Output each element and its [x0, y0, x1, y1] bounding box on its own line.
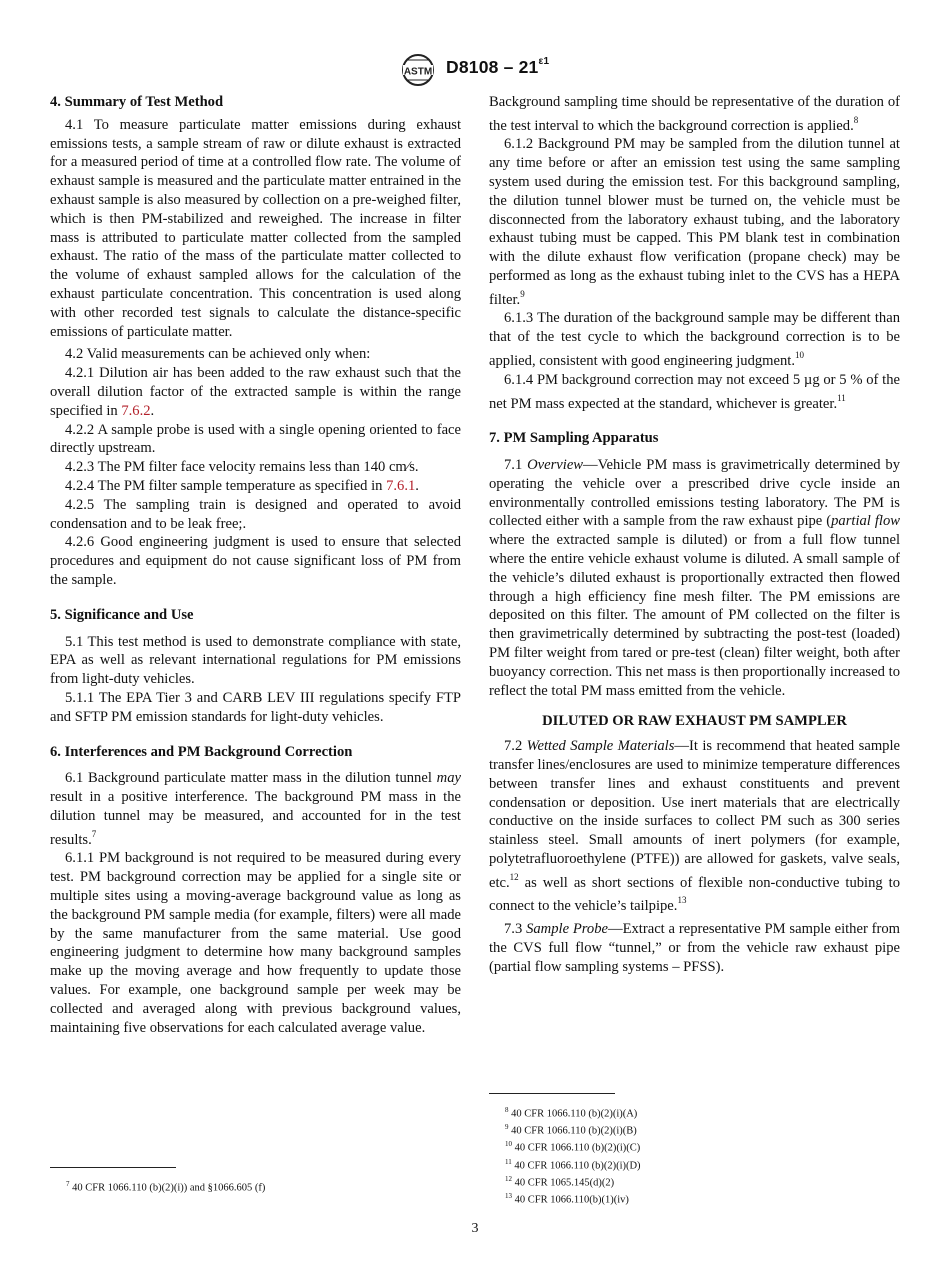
footnote-item [505, 1156, 641, 1173]
footnote-text: 40 CFR 1066.110 (b)(2)(i)) and §1066.605 (f) [72, 1182, 266, 1194]
paragraph-text: 6.1.4 PM background correction may not exceed 5 µg or 5 % of the net PM mass expected at the standard, whichever is greater. [489, 371, 900, 412]
paragraph-4-2-5: 4.2.5 The sampling train is designed and operated to avoid condensation and to be leak free;. [50, 496, 461, 532]
footnote-item [505, 1138, 641, 1155]
paragraph-text: 6.1.3 The duration of the background sample may be different than that of the test cycle to which the background correction is to be applied, consistent with good engineering judgment. [489, 310, 900, 369]
footnotes-right [505, 1104, 641, 1207]
footnote-marker[interactable]: 10 [795, 350, 805, 361]
footnote-divider-left [50, 1167, 176, 1168]
footnote-marker[interactable]: 13 [677, 895, 687, 906]
paragraph-4-2-2: 4.2.2 A sample probe is used with a single opening oriented to face directly upstream. [50, 421, 461, 457]
paragraph-4-2-3: 4.2.3 The PM filter face velocity remains less than 140 cm⁄s. [65, 459, 419, 476]
paragraph-6-1-1: 6.1.1 PM background is not required to be measured during every test. PM background correction may be applied for a single site or multiple sites using a moving-average background value as long as the background PM sample media (for example, filters) were all made by the same manufacturer from the same material. Use good engineering judgment to determine how many background samples make up the moving average and how frequently to update those values. For example, one background sample per week may be collected and averaged along with previous background values, maintaining five observations for each calculated average value. [50, 850, 461, 1036]
paragraph-text: result in a positive interference. The background PM mass in the dilution tunnel may be measured, and accounted for in the test results. [50, 789, 461, 848]
paragraph-text: 4.2.1 Dilution air has been added to the raw exhaust such that the overall dilution factor of the extracted sample is within the range specified in [50, 365, 461, 419]
paragraph-4-1: 4.1 To measure particulate matter emissions during exhaust emissions tests, a sample stream of raw or dilute exhaust is extracted for a measured period of time at a controlled flow rate. The volume of exhaust sample is measured and the particulate matter entrained in the exhaust sample is also measured by collection on a pre-weighed filter, which is then PM-stabilized and reweighed. The increase in filter mass is attributed to particulate matter collected from the sampled exhaust. The ratio of the mass of the particulate matter collected to the volume of exhaust sampled allows for the calculation of the exhaust particulate concentration. This concentration is used along with other recorded test signals to calculate the distance-specific emissions of particulate matter. [50, 116, 461, 340]
paragraph-text: . [415, 477, 419, 494]
paragraph-text: 4.2.4 The PM filter sample temperature as specified in [65, 477, 387, 494]
footnote-number: 11 [505, 1157, 512, 1166]
svg-text:ASTM: ASTM [403, 66, 433, 78]
section-6-heading: 6. Interferences and PM Background Correction [50, 743, 353, 760]
paragraph-text: —It is recommend that heated sample transfer lines/enclosures are used to minimize temperature differences between transfer lines and exhaust constituents and prevent condensation or deposition. Use inert materials that are electrically conductive on the inside surfaces to collect PM such as 300 series stainless steel. Small amounts of inert polymers (for example, polytetrafluoroethylene (PTFE)) are allowed for gaskets, valve seals, etc. [489, 738, 900, 891]
footnote-number: 13 [505, 1192, 512, 1201]
paragraph-6-1-2 [489, 135, 900, 309]
footnote-marker[interactable]: 12 [509, 871, 519, 882]
section-reference-link[interactable]: 7.6.2 [121, 402, 151, 419]
paragraph-5-1-1: 5.1.1 The EPA Tier 3 and CARB LEV III regulations specify FTP and SFTP PM emission standards for light-duty vehicles. [50, 689, 461, 725]
paragraph-4-2-6: 4.2.6 Good engineering judgment is used to ensure that selected procedures and equipment do not cause significant loss of PM from the sample. [50, 534, 461, 588]
right-column [489, 93, 900, 976]
paragraph-5-1: 5.1 This test method is used to demonstrate compliance with state, EPA as well as relevant international regulations for PM emissions from light-duty vehicles. [50, 633, 461, 688]
section-4-heading: 4. Summary of Test Method [50, 94, 224, 110]
footnote-item [505, 1190, 641, 1207]
designation-superscript: ε1 [538, 56, 550, 68]
standard-designation [446, 57, 549, 78]
footnote-text: 40 CFR 1066.110 (b)(2)(i)(D) [514, 1160, 641, 1172]
footnotes-left [66, 1178, 265, 1195]
paragraph-6-1-1-continued [489, 93, 900, 135]
footnote-number: 7 [66, 1180, 70, 1188]
emphasis-text: Wetted Sample Materials [526, 738, 675, 755]
footnote-item [505, 1104, 641, 1121]
footnote-text: 40 CFR 1065.145(d)(2) [514, 1177, 615, 1189]
paragraph-text: as well as short sections of flexible non-conductive tubing to connect to the vehicle’s tailpipe. [489, 874, 900, 915]
paragraph-text: 7.3 [504, 921, 527, 938]
paragraph-text: 7.2 [504, 738, 527, 755]
designation-text: D8108 – 21 [446, 57, 539, 77]
emphasis-text: Sample Probe [526, 921, 608, 938]
footnote-number: 8 [505, 1106, 509, 1114]
paragraph-4-2: 4.2 Valid measurements can be achieved only when: [65, 346, 371, 363]
footnote-number: 10 [505, 1140, 512, 1149]
paragraph-text: 7.1 [504, 456, 528, 473]
emphasis-text: partial flow [831, 513, 900, 530]
paragraph-text: 6.1.2 Background PM may be sampled from the dilution tunnel at any time before or after an emission test using the same sampling system used during the emission test. For this background sampling, the dilution tunnel blower must be turned on, the vehicle must be disconnected from the laboratory exhaust tubing, and the laboratory exhaust tubing must be capped. This PM blank test in combination with the dilute exhaust flow verification (propane check) may be performed as long as the exhaust tubing inlet to the CVS has a HEPA filter. [489, 136, 900, 308]
page-number: 3 [471, 1221, 479, 1236]
paragraph-text: . [150, 402, 155, 419]
footnote-marker[interactable]: 7 [91, 828, 97, 839]
section-7-heading: 7. PM Sampling Apparatus [489, 430, 659, 447]
section-reference-link[interactable]: 7.6.1 [386, 477, 416, 494]
emphasis-text: Overview [527, 456, 584, 473]
emphasis-text: may [436, 770, 461, 787]
footnote-text: 40 CFR 1066.110(b)(1)(iv) [514, 1194, 629, 1206]
paragraph-4-2-1 [50, 364, 461, 420]
page-header [0, 54, 950, 86]
paragraph-6-1 [50, 769, 461, 849]
left-column [50, 93, 461, 1037]
footnote-marker[interactable]: 11 [837, 392, 846, 403]
footnote-text: 40 CFR 1066.110 (b)(2)(i)(A) [511, 1108, 638, 1120]
footnote-item [66, 1178, 265, 1195]
footnote-marker[interactable]: 9 [520, 288, 525, 299]
paragraph-7-3 [489, 920, 900, 976]
footnote-text: 40 CFR 1066.110 (b)(2)(i)(B) [511, 1125, 637, 1137]
footnote-divider-right [489, 1093, 615, 1094]
footnote-number: 9 [505, 1123, 509, 1132]
section-5-heading: 5. Significance and Use [50, 606, 194, 623]
paragraph-text: —Extract a representative PM sample either from the CVS full flow “tunnel,” or from the vehicle raw exhaust pipe (partial flow sampling systems – PFSS). [489, 921, 901, 975]
paragraph-text: Background sampling time should be representative of the duration of the test interval to which the background correction is applied. [489, 94, 900, 134]
subsection-heading: DILUTED OR RAW EXHAUST PM SAMPLER [542, 713, 847, 730]
paragraph-7-1 [489, 456, 900, 700]
footnote-text: 40 CFR 1066.110 (b)(2)(i)(C) [514, 1142, 641, 1154]
paragraph-4-2-4 [50, 477, 461, 496]
footnote-item [505, 1121, 641, 1138]
footnote-item [505, 1173, 641, 1190]
footnote-number: 12 [505, 1174, 512, 1183]
paragraph-7-2 [489, 737, 900, 916]
astm-logo-icon [398, 54, 438, 86]
paragraph-text: where the extracted sample is diluted) or from a full flow tunnel where the entire vehicle exhaust volume is diluted. A small sample of the vehicle’s diluted exhaust is proportionally extracted then flowed through a high efficiency fine mesh filter. The PM emissions are deposited on this filter. The amount of PM collected on the filter is then gravimetrically determined by subtracting the post-test (loaded) PM filter weight from tared or pre-test (clean) filter weight, both after buoyancy correction. This net mass is then proportionally increased to reflect the total PM mass emitted from the vehicle. [489, 532, 900, 699]
footnote-marker[interactable]: 8 [853, 114, 859, 125]
paragraph-6-1-4 [489, 371, 900, 413]
paragraph-6-1-3 [489, 309, 900, 370]
paragraph-text: —Vehicle PM mass is gravimetrically determined by operating the vehicle over a prescribed drive cycle inside an environmentally controlled emissions testing laboratory. The PM is collected either with a sample from the raw exhaust pipe ( [489, 456, 901, 530]
paragraph-text: 6.1 Background particulate matter mass in the dilution tunnel [65, 770, 437, 787]
